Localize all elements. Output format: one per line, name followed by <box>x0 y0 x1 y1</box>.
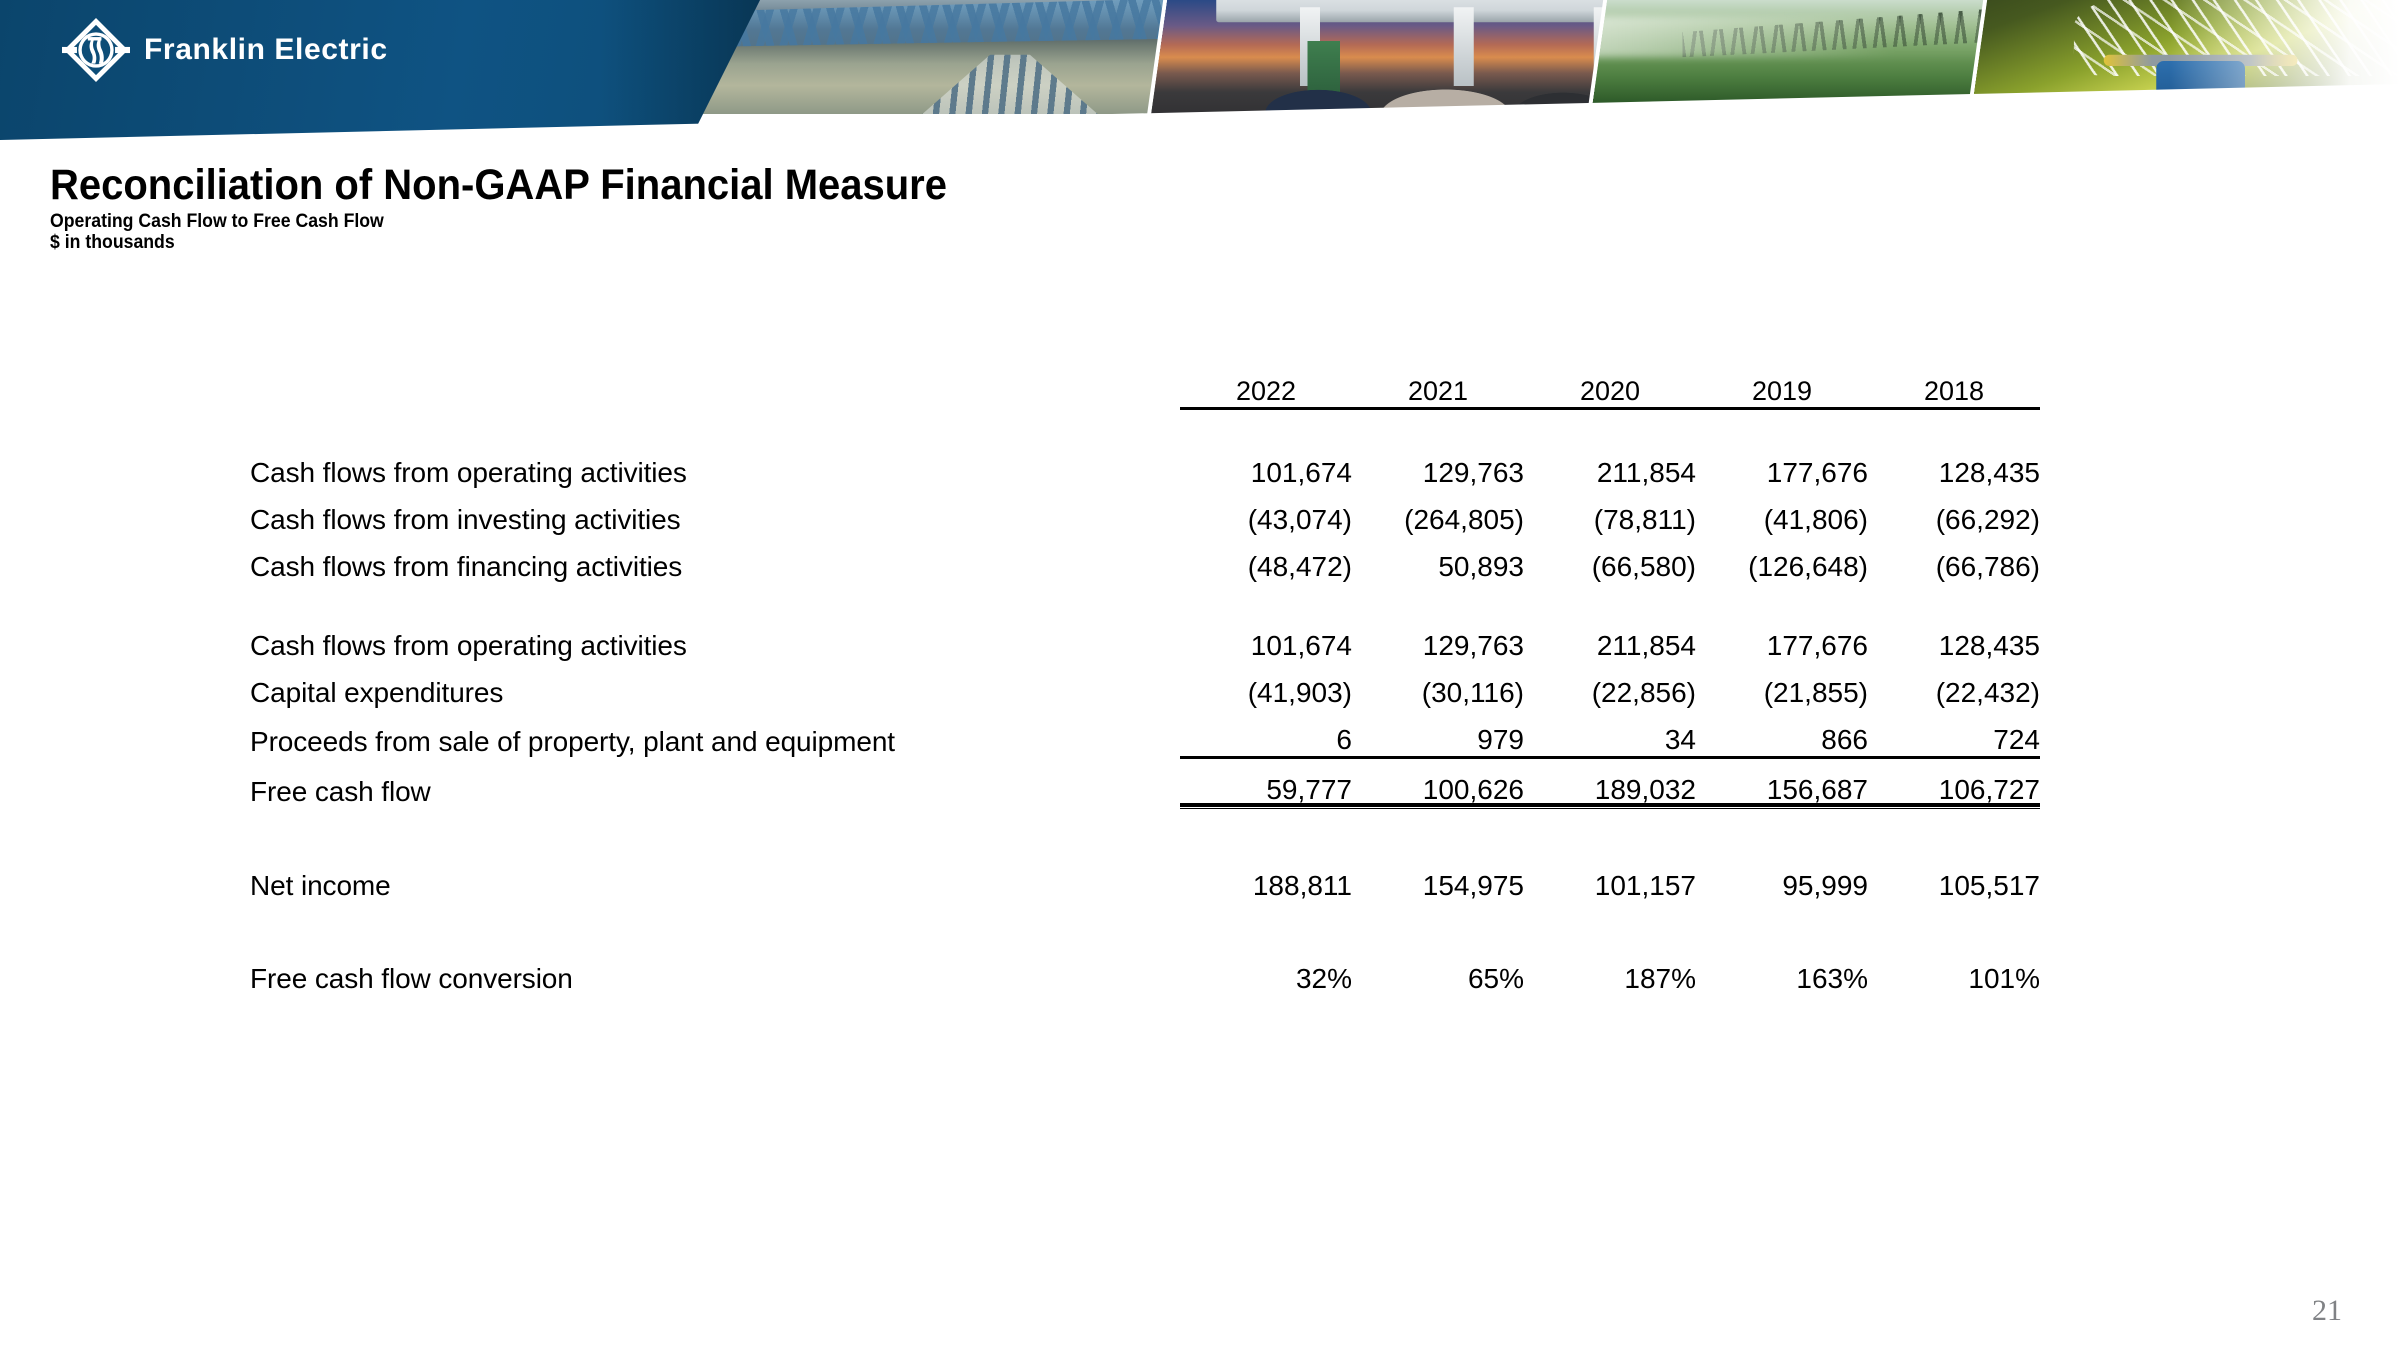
table-spacer-cell <box>250 409 2040 443</box>
table-spacer-cell <box>250 583 2040 615</box>
row-value-2022: 101,674 <box>1250 630 1352 661</box>
column-header-2019: 2019 <box>1696 360 1868 409</box>
row-label: Cash flows from financing activities <box>250 551 683 582</box>
row-value-2019: 866 <box>1821 724 1868 755</box>
row-value-2020: (22,856) <box>1591 677 1696 708</box>
row-value-2020: 211,854 <box>1596 457 1696 488</box>
franklin-electric-diamond-logo-icon <box>62 16 130 84</box>
table-row <box>250 536 2040 583</box>
table-row <box>250 662 2040 709</box>
row-label: Cash flows from investing activities <box>250 504 681 535</box>
page-number: 21 <box>2312 1294 2342 1327</box>
row-label: Capital expenditures <box>250 677 504 708</box>
table-row <box>250 948 2040 995</box>
row-value-2020: 34 <box>1664 724 1696 755</box>
row-value-2021: 129,763 <box>1422 630 1524 661</box>
table-spacer-cell <box>250 902 2040 948</box>
row-value-2021: (264,805) <box>1404 504 1524 535</box>
table-total-row <box>250 758 2040 808</box>
row-value-2022: 101,674 <box>1250 457 1352 488</box>
row-value-2021: 100,626 <box>1352 758 1524 808</box>
row-value-2022: 6 <box>1336 724 1352 755</box>
row-value-2018: (66,292) <box>1935 504 2040 535</box>
row-value-2022: (43,074) <box>1247 504 1352 535</box>
row-value-2020: (78,811) <box>1593 504 1696 535</box>
row-value-2021: (30,116) <box>1421 677 1524 708</box>
row-value-2019: 177,676 <box>1766 457 1868 488</box>
row-value-2019: 156,687 <box>1696 758 1868 808</box>
page-subtitle: Operating Cash Flow to Free Cash Flow <box>50 211 384 232</box>
column-header-2021: 2021 <box>1352 360 1524 409</box>
table-row <box>250 855 2040 902</box>
reconciliation-table <box>250 360 2040 995</box>
row-value-2020: (66,580) <box>1591 551 1696 582</box>
row-value-2021: 129,763 <box>1422 457 1524 488</box>
table-spacer-row <box>250 808 2040 856</box>
row-value-2018: 128,435 <box>1938 630 2040 661</box>
row-value-2022: 188,811 <box>1252 870 1352 901</box>
row-value-2022: 59,777 <box>1180 758 1352 808</box>
row-value-2018: 106,727 <box>1868 758 2040 808</box>
row-value-2018: 724 <box>1993 724 2040 755</box>
row-value-2022: 32% <box>1295 963 1352 994</box>
row-value-2021: 65% <box>1467 963 1524 994</box>
column-header-2020: 2020 <box>1524 360 1696 409</box>
row-value-2018: 101% <box>1968 963 2040 994</box>
table-spacer-cell <box>250 808 2040 856</box>
page-units-note: $ in thousands <box>50 232 175 253</box>
row-label: Free cash flow conversion <box>250 963 573 994</box>
row-value-2018: 105,517 <box>1938 870 2040 901</box>
table-spacer-row <box>250 902 2040 948</box>
title-block <box>50 163 1014 253</box>
table-head <box>250 360 2040 409</box>
row-value-2020: 211,854 <box>1596 630 1696 661</box>
brand-logo <box>62 16 388 84</box>
row-value-2018: (22,432) <box>1935 677 2040 708</box>
table-header-row <box>250 360 2040 409</box>
row-value-2021: 50,893 <box>1438 551 1524 582</box>
row-value-2020: 101,157 <box>1594 870 1696 901</box>
row-value-2022: (41,903) <box>1247 677 1352 708</box>
brand-wordmark: Franklin Electric <box>144 33 388 66</box>
row-value-2018: (66,786) <box>1935 551 2040 582</box>
row-value-2022: (48,472) <box>1247 551 1352 582</box>
row-label: Free cash flow <box>250 775 431 807</box>
row-value-2019: 95,999 <box>1782 870 1868 901</box>
table-spacer-row <box>250 583 2040 615</box>
row-label: Net income <box>250 870 391 901</box>
table-row <box>250 709 2040 758</box>
row-label: Cash flows from operating activities <box>250 630 687 661</box>
financial-table-container <box>250 360 2040 995</box>
table-row <box>250 442 2040 489</box>
column-header-2022: 2022 <box>1180 360 1352 409</box>
row-label: Proceeds from sale of property, plant and equipment <box>250 725 895 757</box>
table-row <box>250 615 2040 662</box>
row-value-2020: 189,032 <box>1524 758 1696 808</box>
column-header-2018: 2018 <box>1868 360 2040 409</box>
row-value-2019: (126,648) <box>1748 551 1868 582</box>
table-spacer-row <box>250 409 2040 443</box>
row-label: Cash flows from operating activities <box>250 457 687 488</box>
table-body <box>250 409 2040 996</box>
table-row <box>250 489 2040 536</box>
row-value-2021: 979 <box>1477 724 1524 755</box>
row-value-2020: 187% <box>1624 963 1696 994</box>
row-value-2019: 163% <box>1796 963 1868 994</box>
row-value-2019: (41,806) <box>1763 504 1868 535</box>
row-value-2019: 177,676 <box>1766 630 1868 661</box>
row-value-2018: 128,435 <box>1938 457 2040 488</box>
row-value-2019: (21,855) <box>1763 677 1868 708</box>
row-value-2021: 154,975 <box>1422 870 1524 901</box>
page-title: Reconciliation of Non-GAAP Financial Measure <box>50 161 947 209</box>
table-header-label-cell <box>250 360 1180 409</box>
